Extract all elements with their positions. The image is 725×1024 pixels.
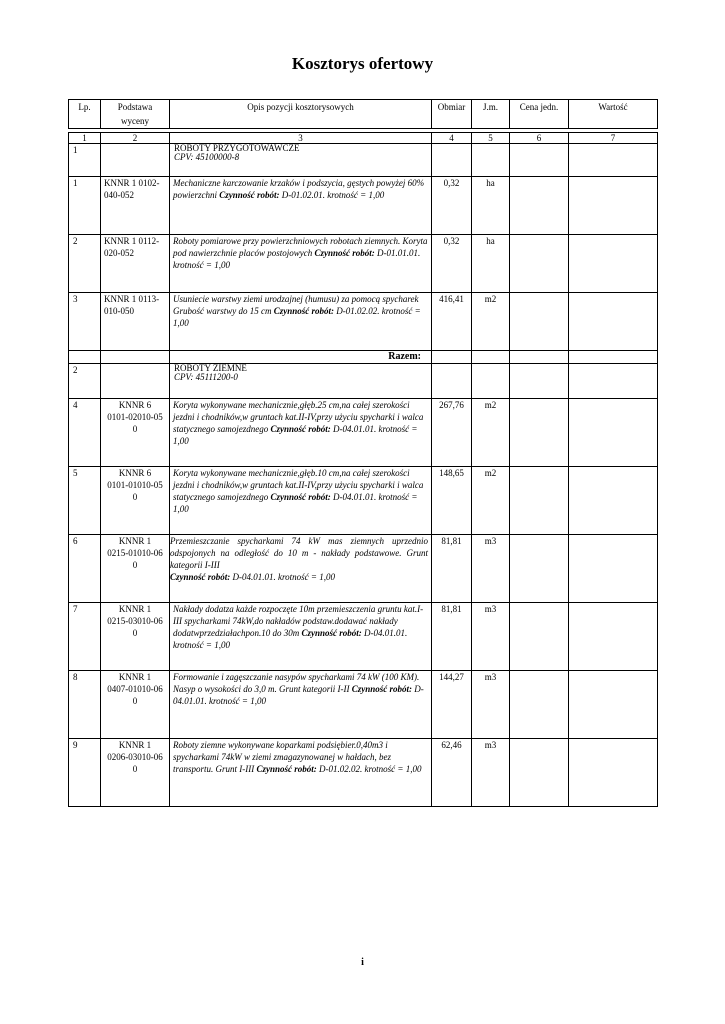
basis-line: KNNR 6 (118, 468, 152, 478)
header-obmiar: Obmiar (432, 100, 472, 129)
table-row (69, 467, 658, 535)
page-number: i (361, 957, 364, 968)
header-lp: Lp. (69, 100, 101, 129)
empty-cell (510, 144, 569, 177)
header-podstawa: Podstawa wyceny (101, 100, 170, 129)
work-label: Czynność robót: (256, 764, 317, 774)
item-basis (101, 467, 170, 535)
header-table (68, 99, 658, 129)
description-text: Nakłady dodatza każde rozpoczęte 10m przemieszczenia gruntu kat.I-III spycharkami 74kW,do nakładów podstaw.dodawać nakłady dodatwprzedziałachpon.10 do 30m (173, 604, 424, 638)
value-cell (569, 535, 658, 603)
basis-line: KNNR 1 (118, 672, 152, 682)
item-quantity: 144,27 (432, 671, 472, 739)
table-row (69, 671, 658, 739)
value-cell (569, 177, 658, 235)
item-lp: 9 (69, 739, 101, 807)
empty-cell (569, 351, 658, 364)
item-lp: 7 (69, 603, 101, 671)
item-lp: 2 (69, 235, 101, 293)
unit-price-cell (510, 467, 569, 535)
description-text: Roboty ziemne wykonywane koparkami podsiębier.0,40m3 i spycharkami 74kW w ziemi zmagazynowanej w hałdach, bez transportu. Grunt I-III (173, 740, 391, 774)
basis-line: 0407-01010-06 (107, 684, 163, 694)
item-basis (101, 177, 170, 235)
description-tail: D-04.01.01. krotność = 1,00 (173, 684, 424, 706)
col-number: 5 (472, 133, 510, 144)
empty-cell (569, 144, 658, 177)
table-row (69, 293, 658, 351)
table-row (69, 535, 658, 603)
item-unit: ha (472, 235, 510, 293)
basis-line: 0206-03010-06 (107, 752, 163, 762)
item-description (170, 399, 432, 467)
section-cpv: CPV: 45111200-0 (174, 372, 238, 382)
col-number: 3 (170, 133, 432, 144)
item-unit: m3 (472, 739, 510, 807)
basis-line: 020-052 (104, 248, 134, 258)
item-quantity: 0,32 (432, 177, 472, 235)
section-lp: 1 (69, 144, 101, 177)
basis-line: KNNR 1 (118, 536, 152, 546)
value-cell (569, 467, 658, 535)
description-text: Roboty pomiarowe przy powierzchniowych robotach ziemnych. Koryta pod nawierzchnie placów postojowych (173, 236, 428, 258)
table-row (69, 739, 658, 807)
basis-line: 0101-02010-05 (107, 412, 163, 422)
item-lp: 8 (69, 671, 101, 739)
basis-line: KNNR 1 (118, 604, 152, 614)
basis-line: 0 (132, 628, 138, 638)
item-description (170, 739, 432, 807)
cost-table (68, 132, 658, 807)
item-lp: 1 (69, 177, 101, 235)
value-cell (569, 293, 658, 351)
item-description (170, 467, 432, 535)
section-cpv: CPV: 45100000-8 (174, 152, 240, 162)
section-name (170, 364, 432, 399)
item-lp: 5 (69, 467, 101, 535)
description-tail: D-04.01.01. krotność = 1,00 (173, 492, 418, 514)
empty-cell (472, 144, 510, 177)
empty-cell (432, 144, 472, 177)
unit-price-cell (510, 293, 569, 351)
table-row (69, 235, 658, 293)
basis-line: 0 (132, 424, 138, 434)
item-basis (101, 293, 170, 351)
item-basis (101, 603, 170, 671)
basis-line: KNNR 1 (118, 740, 152, 750)
basis-line: 0 (132, 492, 138, 502)
empty-cell (510, 351, 569, 364)
col-number: 7 (569, 133, 658, 144)
empty-cell (472, 364, 510, 399)
section-lp: 2 (69, 364, 101, 399)
work-label: Czynność robót: (273, 306, 335, 316)
empty-cell (472, 351, 510, 364)
item-quantity: 62,46 (432, 739, 472, 807)
description-tail: D-01.01.01. krotność = 1,00 (173, 248, 421, 270)
item-unit: m2 (472, 293, 510, 351)
description-tail: D-04.01.01. krotność = 1,00 (173, 424, 418, 446)
basis-line: 0215-03010-06 (107, 616, 163, 626)
basis-line: KNNR 1 0102- (104, 178, 160, 188)
description-tail: D-01.02.02. krotność = 1,00 (173, 306, 421, 328)
section-row (69, 364, 658, 399)
item-description (170, 177, 432, 235)
work-label: Czynność robót: (351, 684, 412, 694)
item-description (170, 671, 432, 739)
unit-price-cell (510, 399, 569, 467)
unit-price-cell (510, 671, 569, 739)
item-description (170, 235, 432, 293)
section-basis (101, 364, 170, 399)
description-text: Koryta wykonywane mechanicznie,głęb.25 cm,na całej szerokości jezdni i chodników,w gruntach kat.II-IV,przy użyciu spycharki i walca statycznego samojezdnego (173, 400, 424, 434)
description-tail: D-01.02.01. krotność = 1,00 (279, 190, 385, 200)
section-row (69, 144, 658, 177)
item-unit: m3 (472, 603, 510, 671)
header-cena: Cena jedn. (510, 100, 569, 129)
basis-line: 040-052 (104, 190, 134, 200)
column-number-row (69, 133, 658, 144)
basis-line: 010-050 (104, 306, 134, 316)
unit-price-cell (510, 235, 569, 293)
description-text: Przemieszczanie spycharkami 74 kW mas ziemnych uprzednio odspojonych na odległość do 10 m - nakłady podstawowe. Grunt kategorii I-III (170, 536, 428, 570)
empty-cell (569, 364, 658, 399)
basis-line: 0101-01010-05 (107, 480, 163, 490)
work-label: Czynność robót: (314, 248, 375, 258)
work-label: Czynność robót: (301, 628, 362, 638)
item-unit: ha (472, 177, 510, 235)
item-unit: m2 (472, 467, 510, 535)
value-cell (569, 399, 658, 467)
unit-price-cell (510, 739, 569, 807)
item-quantity: 81,81 (432, 603, 472, 671)
section-basis (101, 144, 170, 177)
empty-cell (69, 351, 101, 364)
razem-row (69, 351, 658, 364)
section-name (170, 144, 432, 177)
basis-line: KNNR 1 0113- (104, 294, 160, 304)
value-cell (569, 235, 658, 293)
item-lp: 4 (69, 399, 101, 467)
unit-price-cell (510, 603, 569, 671)
empty-cell (432, 351, 472, 364)
basis-line: 0 (132, 764, 138, 774)
empty-cell (510, 364, 569, 399)
item-basis (101, 235, 170, 293)
item-quantity: 267,76 (432, 399, 472, 467)
item-description (170, 603, 432, 671)
item-unit: m3 (472, 671, 510, 739)
table-row (69, 177, 658, 235)
basis-line: 0 (132, 560, 138, 570)
item-basis (101, 535, 170, 603)
value-cell (569, 603, 658, 671)
item-description (170, 293, 432, 351)
col-number: 2 (101, 133, 170, 144)
header-opis: Opis pozycji kosztorysowych (170, 100, 432, 129)
col-number: 4 (432, 133, 472, 144)
description-tail: D-04.01.01. krotność = 1,00 (173, 628, 408, 650)
item-description (170, 535, 432, 603)
item-quantity: 81,81 (432, 535, 472, 603)
work-label: Czynność robót: (170, 572, 231, 582)
description-text: Mechaniczne karczowanie krzaków i podszycia, gęstych powyżej 60% powierzchni (173, 178, 425, 200)
work-label: Czynność robót: (270, 424, 331, 434)
item-quantity: 148,65 (432, 467, 472, 535)
table-row (69, 603, 658, 671)
basis-line: 0215-01010-06 (107, 548, 163, 558)
value-cell (569, 739, 658, 807)
unit-price-cell (510, 177, 569, 235)
empty-cell (432, 364, 472, 399)
unit-price-cell (510, 535, 569, 603)
work-label: Czynność robót: (219, 190, 280, 200)
col-number: 6 (510, 133, 569, 144)
item-basis (101, 399, 170, 467)
document-title: Kosztorys ofertowy (291, 54, 434, 73)
description-text: Koryta wykonywane mechanicznie,głęb.10 cm,na całej szerokości jezdni i chodników,w gruntach kat.II-IV,przy użyciu spycharki i walca statycznego samojezdnego (173, 468, 424, 502)
item-quantity: 416,41 (432, 293, 472, 351)
header-wartosc: Wartość (569, 100, 658, 129)
description-tail: D-04.01.01. krotność = 1,00 (230, 572, 335, 582)
section-title: ROBOTY ZIEMNE (174, 363, 247, 373)
work-label: Czynność robót: (270, 492, 331, 502)
basis-line: KNNR 1 0112- (104, 236, 160, 246)
item-quantity: 0,32 (432, 235, 472, 293)
header-jm: J.m. (472, 100, 510, 129)
item-lp: 3 (69, 293, 101, 351)
value-cell (569, 671, 658, 739)
item-lp: 6 (69, 535, 101, 603)
description-text: Usuniecie warstwy ziemi urodzajnej (humusu) za pomocą spycharek Grubość warstwy do 15 cm (173, 294, 419, 316)
empty-cell (101, 351, 170, 364)
item-unit: m3 (472, 535, 510, 603)
item-basis (101, 671, 170, 739)
col-number: 1 (69, 133, 101, 144)
table-row (69, 399, 658, 467)
description-tail: D-01.02.02. krotność = 1,00 (316, 764, 422, 774)
description-text: Formowanie i zagęszczanie nasypów spycharkami 74 kW (100 KM). Nasyp o wysokości do 3,0 m. Grunt kategorii I-II (173, 672, 420, 694)
item-basis (101, 739, 170, 807)
section-title: ROBOTY PRZYGOTOWAWCZE (174, 143, 300, 153)
basis-line: 0 (132, 696, 138, 706)
basis-line: KNNR 6 (118, 400, 152, 410)
item-unit: m2 (472, 399, 510, 467)
razem-label: Razem: (170, 351, 432, 364)
